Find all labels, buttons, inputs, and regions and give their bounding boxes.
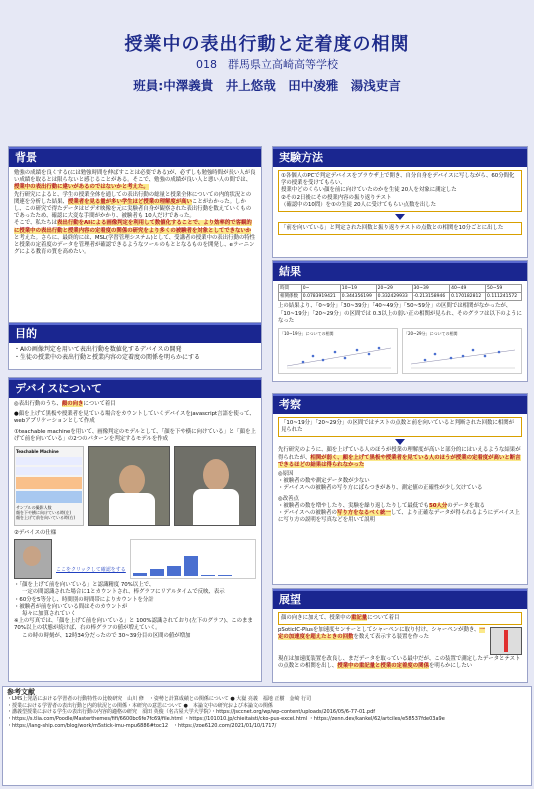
device-step-2: ②デバイスの仕様 (14, 530, 57, 537)
purpose-item: ・AIの画像判定を用いて表出行動を数値化するデバイスの開発 (14, 346, 182, 353)
photo-face-forward (174, 446, 256, 526)
discussion-heading: 考察 (273, 394, 527, 414)
scatter-plot (403, 338, 521, 372)
discussion-box: 「10~19分」「20~29分」の区間ではテストの点数と前を向いていると判断された回数に相関が見られた (278, 417, 522, 437)
background-heading: 背景 (9, 147, 261, 167)
spec-line: ・「顔を上げて前を向いている」と認識精度 70%以上で、 (14, 582, 155, 589)
background-text: そこで、私たちは (14, 220, 58, 227)
page-title: 授業中の表出行動と定着度の相関 (124, 34, 410, 55)
device-highlight: 顔の向き (61, 401, 84, 407)
improve-text: して、より正確なデータが得られるようにデバイス上に写り方の説明を写真などを用いて説明 (278, 510, 520, 524)
background-text: と考えた。さらに、最終的には、MSL(学習管理システム)として、受講者の授業中の表出行動の特性と授業の定着度のデータを管理者が確認できるようなツールのもととなるものを開発し、eラーニングによる教育の質を高めたい。 (14, 234, 256, 256)
outlook-highlight: 授業中の重記量と授業の定着度の関係 (337, 663, 429, 670)
table-cell: 0.0783919421 (301, 293, 340, 301)
pencil-device-photo (490, 627, 522, 655)
background-highlight: 授業中の表出行動に違いがあるのではないかと考えた。 (14, 184, 149, 191)
table-cell: 50~59 (486, 285, 522, 293)
reference-line: ・授業における学習者の表出行動と内的状況との関係・本研究の意思について ● 本論文中の研究および本論文の関係 (7, 702, 273, 709)
down-arrow-icon (395, 214, 405, 220)
improve-text: のデータを取る (447, 502, 485, 509)
table-cell: 40~49 (450, 285, 486, 293)
model-title: Teachable Machine (16, 449, 59, 455)
scatter-chart-10-19 (278, 328, 398, 374)
references-heading: 参考文献 (7, 688, 35, 696)
background-text: 先行研究によると、学生の授業全体を通しての表出行動の総量と授業全体についての内的状況との関連を分析した結果、 (14, 191, 252, 205)
results-heading: 結果 (273, 261, 527, 281)
purpose-heading: 目的 (9, 323, 261, 343)
method-step: 授業中どのくらい顔を前に向けていたのかを生徒 20人を対象に測定した (281, 187, 457, 194)
school-subtitle: 018 群馬県立高崎高等学校 (196, 58, 338, 71)
outlook-text: を数えて表示する装置を作った (353, 634, 429, 641)
purpose-item: ・生徒の授業中の表出行動と授業内容の定着度の関係を明らかにする (14, 354, 201, 361)
spec-line: ・被験者が前を向いている間はそのカウントが (14, 603, 128, 610)
device-text: ◎表出行動のうち、 (14, 401, 62, 407)
spec-line: この時の時刻が、12時34分だったので 30~39分目の区間の値が増加 (22, 632, 191, 639)
discussion-section (272, 393, 528, 585)
table-cell: 0.332429933 (376, 293, 412, 301)
table-cell: 0.170182812 (450, 293, 486, 301)
outlook-highlight: 重記量 (350, 615, 368, 621)
down-arrow-icon (395, 439, 405, 445)
outlook-text: を明らかにしたい (428, 663, 473, 670)
device-link[interactable]: ここをクリックして確認をする (56, 567, 126, 574)
scatter-plot (279, 338, 397, 372)
table-cell: 時間 (279, 285, 302, 293)
improve-highlight: 50人分 (428, 502, 448, 509)
method-step: ①各個人のPCで判定デバイスをブラウザ上で開き、自分自身をデバイスに写しながら、60分間化学の授業を受けてもらい、 (281, 173, 515, 187)
background-highlight: 授業者を見る量が多い学生ほど授業の理解度が高い (67, 198, 192, 205)
background-highlight: 表出行動をAIによる画像判定を利用して数値化することで、より効率的で客観的に授業中の表出行動と授業内容の定着度の関係の研究をより多くの被験者を対象としてできないか (14, 220, 252, 234)
background-text: 勉強の成績を良くする(には勉強時間を伸ばすことは必要である)が、必ずしも勉強時間が長い人が良い成績を取るとは限らないと感じることがある。そこで、勉強の成績が良い人と悪い人の間では、 (14, 170, 256, 184)
table-cell: 相関係数 (279, 293, 302, 301)
background-text: ことがわかった。しかし、この研究で得たデータはビデオ映像を元に実験者自身が観察された表出行動を数えていくものであったため、確認に大変な手間がかかり、被験者も 10人だけであった。 (14, 198, 252, 220)
spec-line: ※上の写真では、「顔を上げて前を向いている」と 100%認識されており(左下のグラフ)、このまま 70%以上の状態が続けば、右の棒グラフの値が増えていく。 (14, 618, 253, 632)
table-cell: 0.344356199 (340, 293, 376, 301)
results-section (272, 260, 528, 382)
references-section (2, 686, 532, 786)
sample-caption: サンプルの撮影人数 顔を下や横に向けている時(左) 顔を上げて前を向いている時(右) (16, 505, 76, 521)
device-text: について着目 (83, 401, 116, 407)
authors-line: 班員:中澤義貴 井上悠哉 田中凌雅 湯浅吏言 (133, 78, 401, 93)
reference-line: ・LMS上発話における学習者の行動特性の比較研究 山川 修 ・姿勢と計算成績との関係について ● 大嶽 亮義 福地 正樹 金崎 行司 (7, 695, 312, 702)
method-section (272, 146, 528, 258)
cause-item: ・デバイスへの被験者の写り方にばらつきがあり、測定値の正確性が少し欠けている (278, 485, 483, 492)
outlook-text: 現在は加速度装置を改良し、まだデータを取っている最中だが、この装置で測定したデータとテストの点数との相関を出し、 (278, 656, 521, 670)
device-text: ●顔を上げて黒板や授業者を見ている場合をカウントしていくデバイスをjavascript言語を使って、webアプリケーションとして作成 (14, 411, 255, 425)
method-result-note: 「前を向いている」と判定された回数と振り返りテストの点数との相関を10分ごとに出した (278, 222, 522, 235)
table-cell: -0.213158946 (412, 293, 450, 301)
discussion-text: 先行研究のように、顔を上げている人のほうが授業の理解度が高いと部分的にはいえるような結果が得られたが、 (278, 447, 521, 461)
teachable-machine-screenshot (14, 446, 84, 526)
device-heading: デバイスについて (9, 378, 261, 398)
spec-line: ・60分を5等分し、時間別の時間帯によりカウントを分計 (14, 596, 154, 603)
chart-title: 「10~19分」についての相関 (280, 331, 334, 337)
background-section (8, 146, 262, 344)
purpose-section (8, 322, 262, 370)
chart-title: 「20~29分」についての相関 (404, 331, 458, 337)
table-cell: 0.111241572 (486, 293, 522, 301)
reference-line: ・講義型授業における学生の表出行動の内容的適格の研究 須田 英俊（名古屋大学大学院）・https://jsccnet.org/wp/wp-content/uploads/2016/05/6-77-01.pdf (7, 709, 376, 716)
results-text: 上の結果より、「0~9分」「30~39分」「40~49分」「50~59分」の区間では相関がなかったが、「10~19分」「20~29分」の区間では 0.3以上の弱い正の相関が見られ、そのグラフは以下のようになった (278, 303, 522, 324)
outlook-heading: 展望 (273, 589, 527, 609)
discussion-highlight: 相関が弱く、顔を上げて黒板や授業者を見ている人のほうが授業の定着度が高いと断言できるほどの結果は得られなかった (278, 454, 521, 468)
table-cell: 0~ (301, 285, 340, 293)
improve-heading: ◎改善点 (278, 495, 299, 502)
photo-face-down (88, 446, 170, 526)
causes-heading: ◎原因 (278, 471, 294, 478)
method-heading: 実験方法 (273, 147, 527, 167)
outlook-highlight: 一定の加速度を超えたときの回数 (278, 627, 485, 641)
outlook-section (272, 588, 528, 683)
reference-line: ・https://s.tlia.com/Poodle/Masterthemes/fifi/6600bc6fe7fc69/file.html ・https://101010.jp/chieitaisti/cko-pus-excel.html ・https://zenn.dev/kankel/62/artciles/e58537fde03a9e (7, 716, 445, 723)
outlook-text: について着目 (367, 615, 400, 621)
table-cell: 30~39 (412, 285, 450, 293)
table-cell: 20~29 (376, 285, 412, 293)
device-text: ①teachable machineを用いて、画像判定のモデルとして、「顔を下や横に向けている」と「顔を上げて前を向いている」の2つのパターンを判定するモデルを作成 (14, 428, 256, 442)
table-row (279, 293, 522, 301)
reference-line: ・https://lang-ship.com/blog/work/m5stick-imu-mpu6886#toc12 ・https://zoe6120.com/2021/01/10/1717/ (7, 722, 277, 729)
outlook-text: 顔の向きに加えて、授業中の (281, 615, 351, 621)
scatter-chart-20-29 (402, 328, 522, 374)
table-header-row (279, 285, 522, 293)
table-cell: 10~19 (340, 285, 376, 293)
device-bar-chart (130, 539, 256, 579)
improve-text: ・デバイスへの被験者の (278, 510, 337, 517)
method-step: ②その2日後にその授業内容の振り返りテスト (281, 194, 392, 201)
outlook-text: pSoticIC-Plusを加速度センサーとしてシャーペンに取り付け、シャーペンが動き、 (278, 627, 480, 634)
device-section (8, 377, 262, 682)
cause-item: ・被験者の数や測定データ数が少ない (278, 478, 370, 485)
spec-line: 一定の間認識された場合に1とカウントされ、棒グラフにリアルタイムで反映、表示 (22, 589, 225, 596)
spec-line: 毎々に加算されていく (22, 611, 76, 618)
correlation-table (278, 284, 522, 301)
improve-highlight: 写り方をなるべく統一 (336, 510, 391, 517)
improve-text: ・被験者の数を増やしたり、実験を繰り返したりして最低でも (278, 502, 429, 509)
method-step: （確認中の10問）を①の生徒 20人に受けてもらい点数を出した (281, 201, 437, 208)
device-screen-photo (14, 539, 52, 579)
